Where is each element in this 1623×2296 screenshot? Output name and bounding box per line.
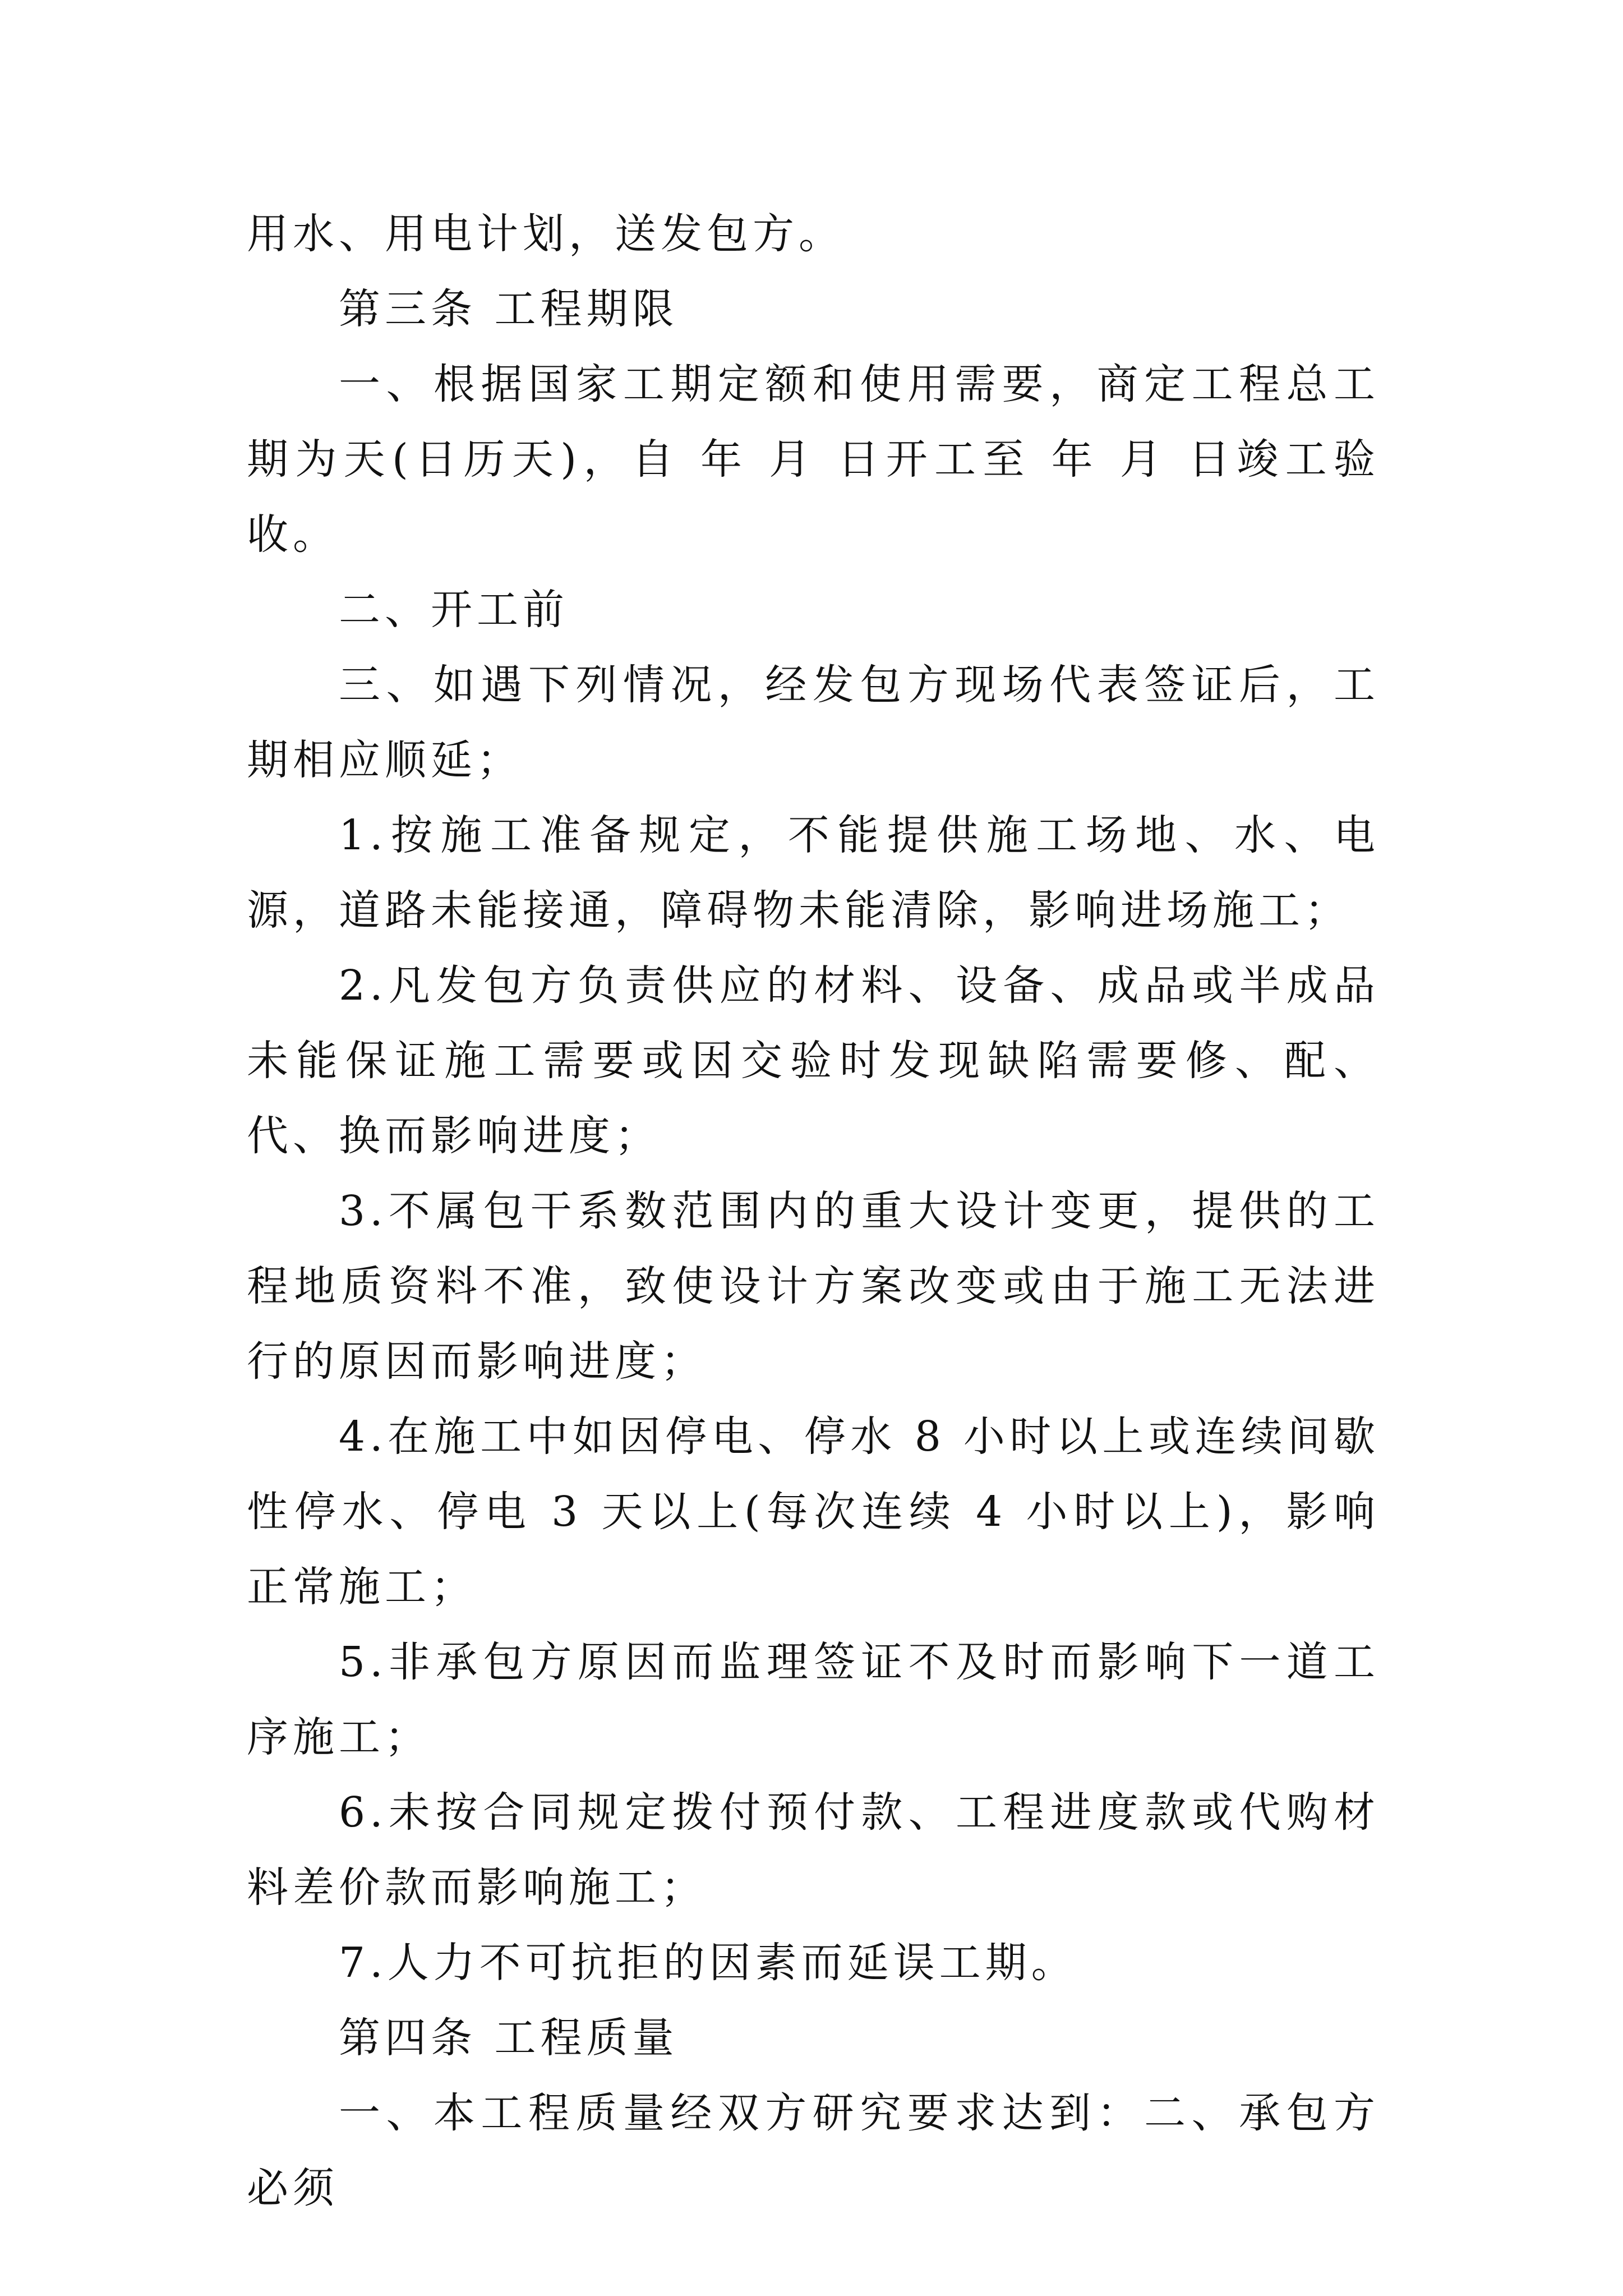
list-item-3: 3.不属包干系数范围内的重大设计变更，提供的工程地质资料不准，致使设计方案改变或由于施工无法进行的原因而影响进度； bbox=[247, 1187, 1380, 1386]
list-item-2: 2.凡发包方负责供应的材料、设备、成品或半成品未能保证施工需要或因交验时发现缺陷需要修、配、代、换而影响进度； bbox=[247, 961, 1380, 1160]
document-body bbox=[247, 196, 1380, 2226]
list-item-5: 5.非承包方原因而监理签证不及时而影响下一道工序施工； bbox=[247, 1638, 1380, 1761]
list-item-1: 1.按施工准备规定，不能提供施工场地、水、电源，道路未能接通，障碍物未能清除，影响进场施工； bbox=[247, 811, 1380, 935]
list-item-6: 6.未按合同规定拨付预付款、工程进度款或代购材料差价款而影响施工； bbox=[247, 1788, 1380, 1912]
paragraph-2: 二、开工前 bbox=[339, 586, 569, 634]
paragraph-3: 三、如遇下列情况，经发包方现场代表签证后，工期相应顺延； bbox=[247, 661, 1380, 784]
paragraph-quality: 一、本工程质量经双方研究要求达到：二、承包方必须 bbox=[247, 2089, 1380, 2212]
paragraph-1: 一、根据国家工期定额和使用需要，商定工程总工期为天(日历天)，自 年 月 日开工至 年 月 日竣工验收。 bbox=[247, 360, 1380, 559]
list-item-7: 7.人力不可抗拒的因素而延误工期。 bbox=[339, 1939, 1077, 1987]
paragraph-continuation: 用水、用电计划，送发包方。 bbox=[247, 210, 845, 258]
section-heading-article-4: 第四条 工程质量 bbox=[339, 2014, 679, 2062]
section-heading-article-3: 第三条 工程期限 bbox=[339, 285, 679, 333]
list-item-4: 4.在施工中如因停电、停水 8 小时以上或连续间歇性停水、停电 3 天以上(每次连续 4 小时以上)，影响正常施工； bbox=[247, 1412, 1380, 1611]
